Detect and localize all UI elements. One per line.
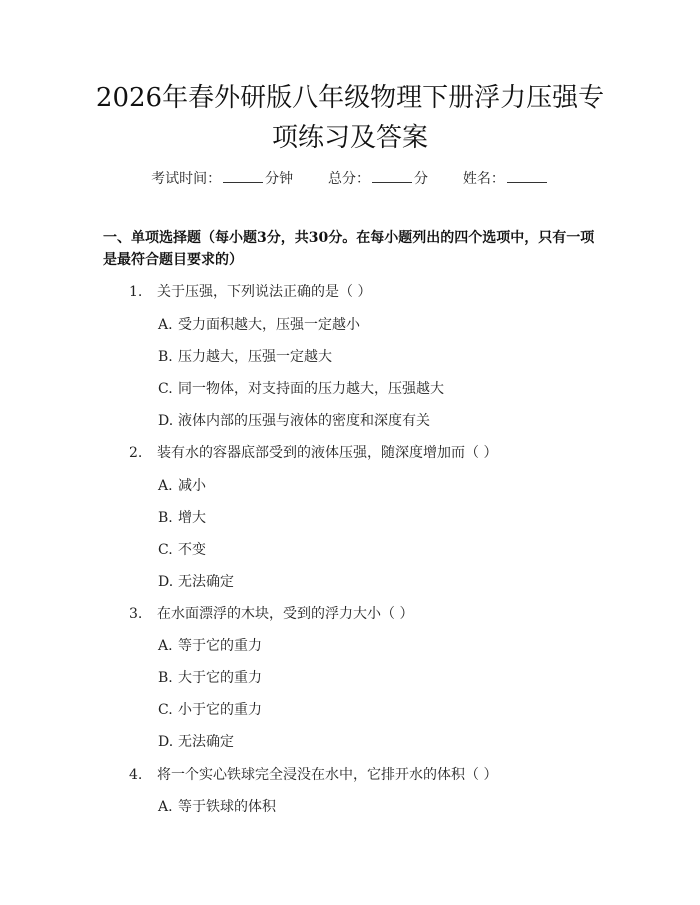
option-text: 大于它的重力 [178,670,262,686]
option-text: 压力越大，压强一定越大 [178,349,332,365]
option-letter: A. [158,799,173,815]
question-2-option-a [158,476,206,496]
question-2-option-d [158,572,234,592]
question-3-option-c [158,700,262,720]
question-1-option-b [158,347,332,367]
section-heading-line-1: 一、单项选择题（每小题3分，共30分。在每小题列出的四个选项中，只有一项 [103,230,595,246]
student-name-blank [507,170,547,183]
exam-time-unit: 分钟 [265,171,294,187]
option-letter: D. [158,574,174,590]
option-letter: A. [158,478,173,494]
question-2-option-c [158,540,206,560]
total-score-unit: 分 [414,171,428,187]
question-1-option-a [158,315,360,335]
option-letter: A. [158,638,173,654]
question-1 [129,282,371,302]
option-text: 无法确定 [178,574,234,590]
total-score-label: 总分： [328,171,370,187]
title-line-2: 项练习及答案 [271,123,428,153]
option-text: 小于它的重力 [178,702,262,718]
question-4 [129,765,497,785]
question-3 [129,604,413,624]
question-text: 在水面漂浮的木块，受到的浮力大小（ ） [157,606,414,622]
question-4-option-a [158,797,276,817]
question-3-option-b [158,668,262,688]
question-text: 装有水的容器底部受到的液体压强，随深度增加而（ ） [157,445,498,461]
question-text: 将一个实心铁球完全浸没在水中，它排开水的体积（ ） [157,767,498,783]
question-number: 2. [129,445,143,461]
question-1-option-d [158,411,430,431]
option-letter: A. [158,317,173,333]
question-number: 3. [129,606,143,622]
document-title [80,78,620,158]
question-3-option-d [158,732,234,752]
option-text: 无法确定 [178,734,234,750]
exam-time-blank [223,170,263,183]
section-heading-single-choice [103,227,603,271]
option-text: 等于铁球的体积 [178,799,276,815]
option-letter: C. [158,542,173,558]
question-2-option-b [158,508,206,528]
option-text: 同一物体，对支持面的压力越大，压强越大 [178,381,444,397]
question-3-option-a [158,636,262,656]
option-text: 等于它的重力 [178,638,262,654]
question-number: 4. [129,767,143,783]
question-1-option-c [158,379,444,399]
section-heading-line-2: 是最符合题目要求的） [103,252,243,268]
option-text: 不变 [178,542,206,558]
total-score-blank [372,170,412,183]
option-text: 液体内部的压强与液体的密度和深度有关 [178,413,430,429]
option-letter: C. [158,702,173,718]
title-line-1: 2026年春外研版八年级物理下册浮力压强专 [95,83,605,113]
student-name-label: 姓名： [462,171,505,187]
option-letter: B. [158,670,173,686]
option-letter: D. [158,413,174,429]
exam-info-line [0,168,700,188]
option-letter: C. [158,381,173,397]
option-letter: B. [158,349,173,365]
question-2 [129,443,497,463]
option-letter: D. [158,734,174,750]
question-number: 1. [129,284,143,300]
exam-time-label: 考试时间： [151,171,222,187]
option-text: 减小 [178,478,206,494]
option-text: 受力面积越大，压强一定越小 [178,317,360,333]
option-letter: B. [158,510,173,526]
option-text: 增大 [178,510,206,526]
question-text: 关于压强，下列说法正确的是（ ） [157,284,372,300]
